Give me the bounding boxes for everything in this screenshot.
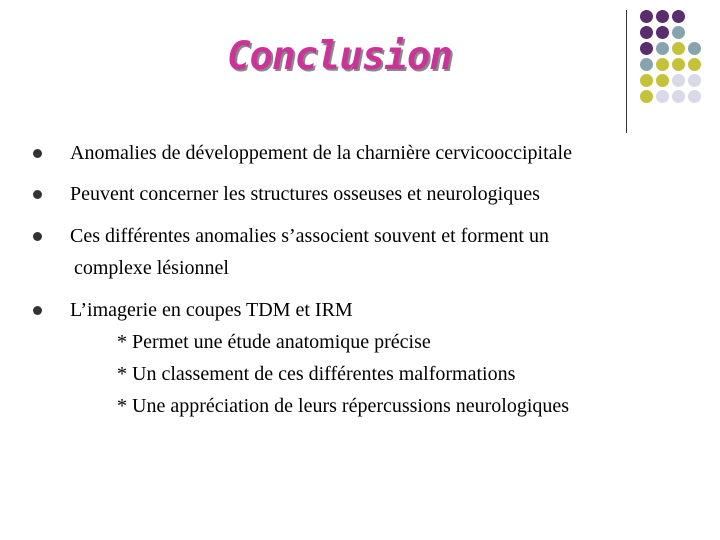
decor-dot — [672, 74, 685, 87]
decor-dot — [656, 74, 669, 87]
bullet-icon — [33, 190, 42, 199]
bullet-icon — [33, 306, 42, 315]
decor-dot — [656, 10, 669, 23]
decor-dot — [640, 42, 653, 55]
decor-dot — [672, 58, 685, 71]
decor-dot — [640, 58, 653, 71]
decor-dot — [656, 26, 669, 39]
bullet-text — [70, 294, 569, 422]
decor-dot — [656, 90, 669, 103]
decor-dot — [672, 90, 685, 103]
decor-dot — [656, 58, 669, 71]
bullet-line: Ces différentes anomalies s’associent souvent et forment un — [70, 225, 549, 247]
decorative-divider — [626, 10, 627, 133]
decor-dot — [688, 58, 701, 71]
decor-dot — [640, 26, 653, 39]
bullet-subline: * Un classement de ces différentes malformations — [117, 363, 516, 385]
slide-title: Conclusion — [227, 34, 452, 79]
decor-dot — [688, 74, 701, 87]
decor-dot — [640, 74, 653, 87]
decor-dot — [672, 10, 685, 23]
decor-dot — [640, 90, 653, 103]
bullet-text — [70, 137, 572, 169]
bullet-subline: * Permet une étude anatomique précise — [117, 331, 431, 353]
bullet-line: Anomalies de développement de la charnière cervicooccipitale — [70, 142, 572, 164]
bullet-line: Peuvent concerner les structures osseuses et neurologiques — [70, 183, 540, 205]
bullet-text — [70, 220, 549, 284]
decorative-dot-grid — [640, 10, 720, 110]
decor-dot — [672, 42, 685, 55]
decor-dot — [640, 10, 653, 23]
decor-dot — [656, 42, 669, 55]
decor-dot — [672, 26, 685, 39]
decor-dot — [688, 42, 701, 55]
bullet-text — [70, 178, 540, 210]
bullet-icon — [33, 149, 42, 158]
bullet-line: complexe lésionnel — [74, 257, 229, 279]
bullet-subline: * Une appréciation de leurs répercussions neurologiques — [117, 395, 570, 417]
bullet-line: L’imagerie en coupes TDM et IRM — [70, 299, 353, 321]
bullet-icon — [33, 232, 42, 241]
decor-dot — [688, 90, 701, 103]
